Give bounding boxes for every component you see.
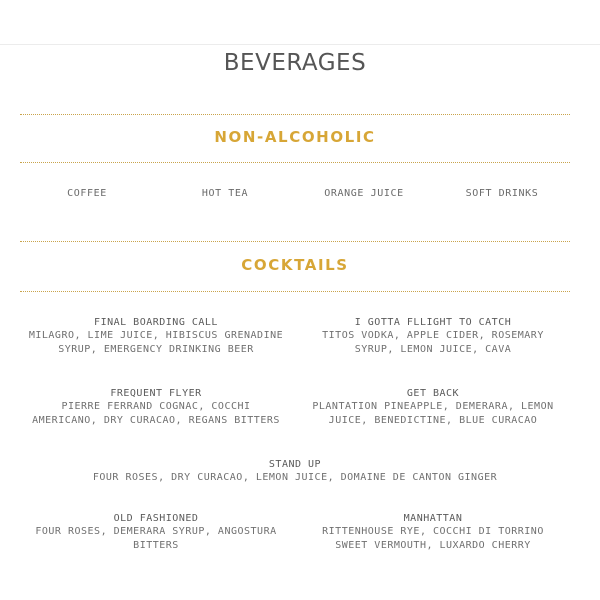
cocktail-name: GET BACK [406,388,460,399]
cocktail-item-final-boarding-call [25,316,287,356]
cocktail-ingredients: PIERRE FERRAND COGNAC, COCCHI AMERICANO, DRY CURACAO, REGANS BITTERS [32,401,280,426]
top-divider [0,44,600,45]
cocktail-ingredients: RITTENHOUSE RYE, COCCHI DI TORRINO SWEET VERMOUTH, LUXARDO CHERRY [322,526,544,551]
drink-item-coffee: COFFEE [67,188,107,199]
cocktail-name: I GOTTA FLLIGHT TO CATCH [354,317,512,328]
cocktail-item-old-fashioned [30,512,282,552]
cocktail-name: STAND UP [268,459,322,470]
cocktail-ingredients: FOUR ROSES, DRY CURACAO, LEMON JUICE, DOMAINE DE CANTON GINGER [92,472,498,484]
cocktail-name: FINAL BOARDING CALL [94,317,218,328]
cocktail-item-i-gotta-flight-to-catch [312,316,554,356]
cocktail-ingredients: MILAGRO, LIME JUICE, HIBISCUS GRENADINE SYRUP, EMERGENCY DRINKING BEER [28,330,284,355]
drink-item-soft-drinks: SOFT DRINKS [465,188,539,199]
cocktail-ingredients: TITOS VODKA, APPLE CIDER, ROSEMARY SYRUP, LEMON JUICE, CAVA [322,330,544,355]
section-title-cocktails: COCKTAILS [241,256,349,274]
section-title-non-alcoholic: NON-ALCOHOLIC [214,128,376,146]
section-divider-top [20,241,570,242]
cocktail-name: MANHATTAN [403,513,463,524]
cocktail-item-get-back [310,387,556,427]
cocktail-name: FREQUENT FLYER [110,388,202,399]
section-divider-bottom [20,162,570,163]
section-divider-top [20,114,570,115]
cocktail-ingredients: PLANTATION PINEAPPLE, DEMERARA, LEMON JUICE, BENEDICTINE, BLUE CURACAO [312,401,554,426]
non-alcoholic-list [20,188,570,204]
cocktail-item-manhattan [312,512,554,552]
drink-item-orange-juice: ORANGE JUICE [324,188,404,199]
section-divider-bottom [20,291,570,292]
cocktail-item-stand-up [60,458,530,485]
cocktail-ingredients: FOUR ROSES, DEMERARA SYRUP, ANGOSTURA BITTERS [35,526,277,551]
page-title: BEVERAGES [223,50,367,76]
cocktail-name: OLD FASHIONED [113,513,199,524]
cocktail-item-frequent-flyer [30,387,282,427]
drink-item-hot-tea: HOT TEA [201,188,249,199]
